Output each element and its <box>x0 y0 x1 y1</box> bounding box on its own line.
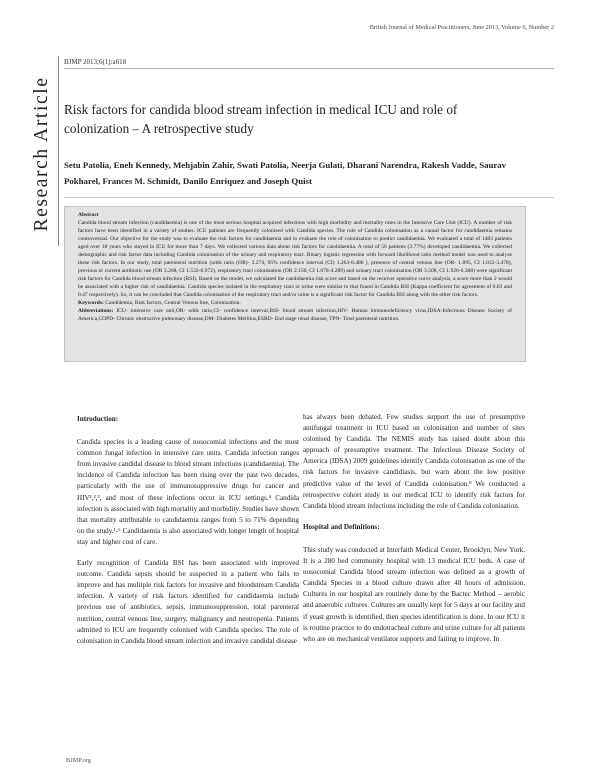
body-column-right <box>303 412 525 655</box>
intro-paragraph-3: has always been debated. Few studies support the use of presumptive antifungal treatment in ICU based on colonisation and number of sites colonised by Candida. The NEMIS study has raised doubt about this approach of presumptive treatment. The Infectious Disease Society of America (IDSA) 2009 guidelines identify Candida colonisation as one of the risk factors for invasive candidiasis, but warn about the low positive predictive value of the level of Candida colonisation.⁸ We conducted a retrospective cohort study in our medical ICU to identify risk factors for Candida blood stream infections including the role of Candida colonisation. <box>303 413 525 510</box>
article-title: Risk factors for candida blood stream infection in medical ICU and role of colonization – A retrospective study <box>64 102 458 136</box>
introduction-heading: Introduction: <box>77 415 119 423</box>
abstract-box <box>64 206 526 362</box>
keywords-text: Candidemia, Risk factors, Central Venous line, Colonization. <box>105 300 241 306</box>
footer-site: BJMP.org <box>66 757 91 764</box>
keywords-line <box>78 299 512 307</box>
header-divider <box>64 68 554 69</box>
abbreviations-label: Abbreviations: <box>78 308 114 314</box>
abstract-heading: Abstract <box>78 212 99 218</box>
author-list: Setu Patolia, Eneh Kennedy, Mehjabin Zahir, Swati Patolia, Neerja Gulati, Dharani Narendra, Rakesh Vadde, Saurav Pokharel, Frances M. Schmidt, Danilo Enriquez and Joseph Quist <box>64 160 507 186</box>
body-column-left <box>77 414 299 657</box>
keywords-label: Keywords: <box>78 300 104 306</box>
article-type-text: Research Article <box>31 76 52 232</box>
hospital-definitions-heading: Hospital and Definitions: <box>303 522 380 531</box>
citation: BJMP 2013;6(1):a618 <box>64 58 127 66</box>
hospital-paragraph: This study was conducted at Interfaith Medical Center, Brooklyn, New York. It is a 280 bed community hospital with 13 medical ICU beds. A case of nosocomial Candida blood stream infection was defined as a growth of Candida Species in a blood culture drawn after 48 hours of admission. Cultures in our hospital are routinely done by the Bactec Method – aerobic and anaerobic cultures. Cultures are usually kept for 5 days at our facility and if yeast growth is identified, then species identification is done. In our ICU it is routine practice to do endotracheal culture and urine culture for all patients who are on mechanical ventilator supports and failing to improve. In <box>303 545 525 643</box>
abstract-text: Candida blood stream infection (candidaemia) is one of the most serious hospital acquired infections with high morbidity and mortality rates in the Intensive Care Unit (ICU). A number of risk factors have been identified in a variety of studies. ICU patients are frequently colonised with Candida species. The role of Candida colonisation as a causal factor for candidaemia remains controversial. Our objective for the study was to evaluate the risk factors for candidaemia and to evaluate the role of colonisation to predict candidaemia. We evaluated a total of 1483 patients aged over 18 years who stayed in ICU for more than 7 days. We collected various data about risk factors for candidaemia. A total of 56 patients (3.77%) developed candidaemia. We collected demographic and risk factor data including Candida colonisation of the urinary and respiratory tract. Binary logistic regression with forward likelihood ratio method model was used to analyse these risk factors. In our study, total parenteral nutrition (odds ratio (OR)- 3.274, 95% confidence interval (CI) 1.263-8.486 ), presence of central venous line (OR- 1.895, CI 1.032-3.478), previous or current antibiotic use (OR 3.268, CI 1.532-6.972), respiratory tract colonisation (OR 2.150, CI 1.078-4.289) and urinary tract colonisation (OR 3.508, CI 1.926-6.388) were significant risk factors for Candida blood stream infection (BSI). Based on the model, we calculated the candidaemia risk score and based on the receiver operative curve analysis, a score more than 2 would be associated with a higher risk of candidaemia. Candida species isolated in the respiratory tract or urine were similar to that found in Candida BSI (Kappa coefficient for agreement of 0.83 and 0.47 respectively). So, it can be concluded that Candida colonisation of the respiratory tract and/or urine is a significant risk factor for Candida BSI along with the other risk factors. <box>78 220 512 298</box>
abstract-divider <box>64 197 554 198</box>
intro-paragraph-1: Candida species is a leading cause of nosocomial infections and the most common fungal infection in intensive care units. Candida infection ranges from invasive candidal disease to blood stream infections (candidaemia). The incidence of Candida infection has been rising over the past two decades, particularly with the use of immunosuppressive drugs for cancer and HIV¹,²,³, and most of these infections occur in ICU settings.⁴ Candida infection is associated with high mortality and morbidity. Studies have shown that mortality attributable to candidaemia ranges from 5 to 71% depending on the study.¹‑⁶ Candidaemia is also associated with longer length of hospital stay and higher cost of care. <box>77 438 299 546</box>
journal-header: British Journal of Medical Practitioners, June 2013, Volume 6, Number 2 <box>369 24 554 31</box>
abbreviations-line <box>78 307 512 323</box>
abbreviations-text: ICU- intensive care unit,OR- odds ratio,CI- confidence interval,BSI- blood stream infection,HIV- Human immunodeficiency virus,IDSA-Infectious Disease Society of America,COPD- Chronic obstructive pulmonary disease,DM- Diabetes Mellitus,ESRD- End stage renal disease, TPN- Total parenteral nutrition. <box>78 308 513 322</box>
intro-paragraph-2: Early recognition of Candida BSI has been associated with improved outcome. Candida sepsis should be suspected in a patient who fails to improve and has multiple risk factors for invasive and bloodstream Candida infection. A variety of risk factors identified for candidaemia include previous use of antibiotics, sepsis, immunosuppression, total parenteral nutrition, central venous line, surgery, malignancy and neutropenia. Patients admitted to ICU are frequently colonised with Candida species. The role of colonisation in Candida blood stream infection and invasive candidal disease <box>77 559 299 645</box>
article-type-label <box>30 70 54 238</box>
vertical-divider <box>58 56 59 246</box>
